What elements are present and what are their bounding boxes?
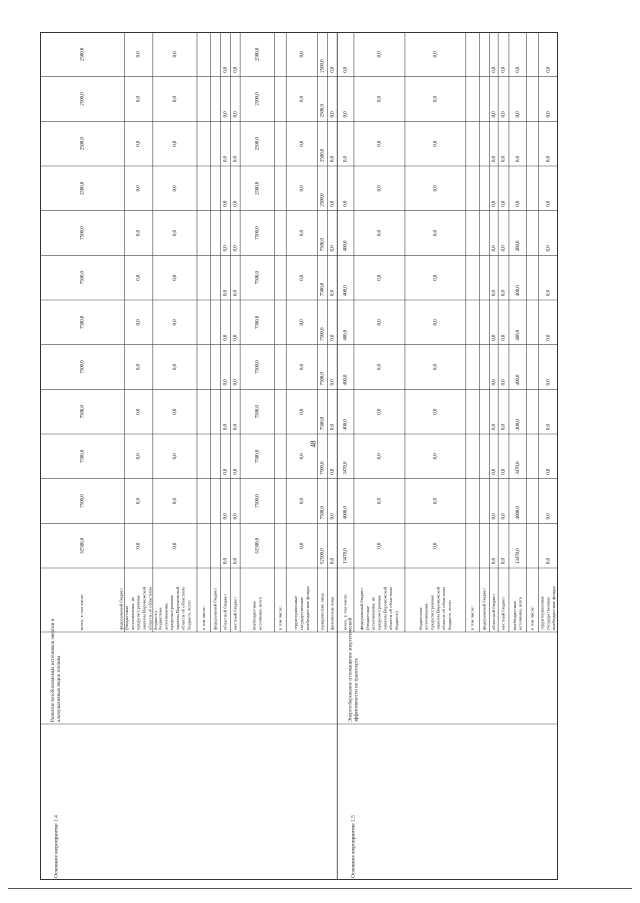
cell-value: 0,0 <box>377 51 383 58</box>
cell-value: 7500,0 <box>80 494 86 508</box>
svg-text:законом Воронежской: законом Воронежской <box>174 586 180 630</box>
cell-value: 0,0 <box>136 140 142 147</box>
cell-value: 0,0 <box>377 185 383 192</box>
cell-value: 0,0 <box>501 156 507 162</box>
scan-edge-line <box>8 888 632 889</box>
row-label <box>539 586 556 630</box>
cell-value: 0,0 <box>233 66 239 73</box>
cell-value: 0,0 <box>233 200 239 207</box>
cell-value: 0,0 <box>343 156 349 162</box>
cell-value: 0,0 <box>136 498 142 504</box>
svg-text:в том числе:: в том числе: <box>277 606 283 630</box>
row-label <box>470 606 475 630</box>
row-label <box>329 597 334 630</box>
row-label <box>530 606 535 630</box>
cell-value: 0,0 <box>136 230 142 236</box>
cell-value: 0,0 <box>433 185 439 192</box>
cell-value: 400,0 <box>343 285 349 296</box>
cell-value: 0,0 <box>377 230 383 236</box>
svg-text:местный бюджет: местный бюджет <box>500 596 506 630</box>
cell-value: 0,0 <box>546 513 552 520</box>
cell-value: 2500,0 <box>255 47 261 61</box>
svg-text:бюджетные: бюджетные <box>417 607 423 630</box>
cell-value: 3470,0 <box>515 461 521 475</box>
cell-value: 2500,0 <box>320 148 326 162</box>
cell-value: 0,0 <box>491 156 497 162</box>
cell-value: 2500,0 <box>80 92 86 106</box>
cell-value: 0,0 <box>546 334 552 341</box>
cell-value: 0,0 <box>546 379 552 386</box>
cell-value: 7500,0 <box>80 405 86 419</box>
svg-text:эффективности на транспорте: эффективности на транспорте <box>354 657 360 722</box>
cell-value: 2500,0 <box>255 92 261 106</box>
cell-value: 0,0 <box>233 379 239 386</box>
cell-value: 0,0 <box>377 274 383 281</box>
cell-value: 0,0 <box>377 408 383 415</box>
cell-value: 0,0 <box>223 334 229 341</box>
cell-value: 0,0 <box>233 424 239 430</box>
cell-value: 0,0 <box>491 334 497 341</box>
svg-text:физические лица: физические лица <box>329 596 335 630</box>
event-title <box>348 618 359 722</box>
cell-value: 0,0 <box>501 558 507 564</box>
cell-value: 0,0 <box>172 319 179 326</box>
cell-value: 0,0 <box>172 230 179 236</box>
row-label <box>501 597 506 630</box>
svg-text:ассигнования,: ассигнования, <box>163 602 169 630</box>
cell-value: 7500,0 <box>255 271 261 285</box>
cell-value: 0,0 <box>330 66 336 73</box>
cell-value: 0,0 <box>433 408 439 415</box>
row-label <box>418 586 453 630</box>
cell-value: 0,0 <box>300 453 306 460</box>
svg-text:предусмотренные: предусмотренные <box>135 595 141 630</box>
cell-value: 0,0 <box>223 513 229 520</box>
cell-value: 2500,0 <box>80 47 86 61</box>
cell-value: 0,0 <box>433 274 439 281</box>
cell-value: 0,0 <box>136 96 142 102</box>
cell-value: 0,0 <box>223 156 229 162</box>
svg-text:в том числе:: в том числе: <box>469 606 475 630</box>
cell-value: 2500,0 <box>320 104 326 118</box>
cell-value: 0,0 <box>233 290 239 296</box>
svg-text:федеральный бюджет: федеральный бюджет <box>118 587 124 630</box>
cell-value: 2500,0 <box>320 59 326 73</box>
cell-value: 0,0 <box>172 408 179 415</box>
cell-value: 7500,0 <box>255 226 261 240</box>
cell-value: 0,0 <box>546 200 552 207</box>
cell-value: 0,0 <box>223 290 229 296</box>
svg-text:предусмотренные: предусмотренные <box>376 595 382 630</box>
event-title <box>51 618 62 722</box>
svg-text:федеральный бюджет: федеральный бюджет <box>212 587 218 630</box>
row-label <box>293 586 310 630</box>
cell-value: 400,0 <box>343 329 349 341</box>
row-label <box>201 606 206 630</box>
cell-value: 7500,0 <box>255 405 261 419</box>
svg-text:Энергосбережение и повышение э: Энергосбережение и повышение энергетической <box>348 617 354 722</box>
cell-value: 0,0 <box>223 558 229 564</box>
cell-value: 0,0 <box>136 185 142 192</box>
cell-value: 0,0 <box>501 379 507 386</box>
cell-value: 7500,0 <box>320 506 326 520</box>
budget-table-grid <box>40 32 558 880</box>
cell-value: 0,0 <box>501 424 507 430</box>
cell-value: 7500,0 <box>80 271 86 285</box>
cell-value: 0,0 <box>300 274 306 281</box>
svg-text:внебюджетные фонды: внебюджетные фонды <box>304 586 310 630</box>
cell-value: 3470,0 <box>343 461 349 475</box>
svg-text:области об областном: области об областном <box>441 587 447 630</box>
cell-value: 0,0 <box>433 51 439 58</box>
cell-value: 7500,0 <box>255 315 261 329</box>
cell-value: 0,0 <box>172 498 179 504</box>
cell-value: 0,0 <box>433 319 439 326</box>
cell-value: 0,0 <box>330 513 336 520</box>
svg-text:государственные: государственные <box>299 596 305 630</box>
svg-text:ассигнования, не: ассигнования, не <box>370 596 376 630</box>
cell-value: 0,0 <box>136 453 142 460</box>
cell-value: 0,0 <box>300 140 306 147</box>
svg-text:источники, всего: источники, всего <box>257 596 263 630</box>
svg-text:областной бюджет: областной бюджет <box>222 593 228 630</box>
cell-value: 0,0 <box>136 408 142 415</box>
cell-value: 0,0 <box>330 424 336 430</box>
cell-value: 0,0 <box>300 498 306 504</box>
cell-value: 0,0 <box>491 468 497 475</box>
cell-value: 0,0 <box>377 542 383 549</box>
budget-table <box>40 32 558 880</box>
cell-value: 0,0 <box>515 66 521 73</box>
cell-value: 0,0 <box>223 66 229 73</box>
cell-value: 400,0 <box>343 374 349 386</box>
cell-value: 0,0 <box>515 111 521 118</box>
svg-text:(бюджетные: (бюджетные <box>124 605 130 630</box>
cell-value: 400,0 <box>515 374 521 386</box>
row-label <box>277 606 282 630</box>
cell-value: 0,0 <box>330 468 336 475</box>
cell-value: 0,0 <box>223 200 229 207</box>
svg-text:законом Воронежской: законом Воронежской <box>382 586 388 630</box>
cell-value: 0,0 <box>491 200 497 207</box>
cell-value: 13470,0 <box>343 548 349 564</box>
svg-text:(бюджетные: (бюджетные <box>364 605 370 630</box>
cell-value: 0,0 <box>501 245 507 252</box>
cell-value: 0,0 <box>501 468 507 475</box>
svg-text:федеральный бюджет: федеральный бюджет <box>359 587 365 630</box>
cell-value: 62500,0 <box>320 548 326 564</box>
svg-text:предусмотренные: предусмотренные <box>169 595 175 630</box>
row-label <box>213 588 218 630</box>
cell-value: 0,0 <box>330 558 336 564</box>
svg-text:юридические лица: юридические лица <box>319 593 325 630</box>
svg-text:внебюджетные фонды: внебюджетные фонды <box>551 586 557 630</box>
svg-text:Основное мероприятие 1.5: Основное мероприятие 1.5 <box>350 815 357 878</box>
cell-value: 0,0 <box>172 51 179 58</box>
cell-value: 0,0 <box>223 468 229 475</box>
cell-value: 0,0 <box>546 468 552 475</box>
svg-text:бюджете): бюджете) <box>153 611 159 630</box>
cell-value: 0,0 <box>330 245 336 252</box>
cell-value: 7500,0 <box>255 360 261 374</box>
cell-value: 0,0 <box>501 513 507 520</box>
cell-value: 0,0 <box>330 156 336 162</box>
cell-value: 0,0 <box>501 200 507 207</box>
cell-value: 0,0 <box>172 185 179 192</box>
event-code <box>53 815 59 878</box>
svg-text:областной бюджет: областной бюджет <box>490 593 496 630</box>
svg-text:всего, в том числе:: всего, в том числе: <box>342 593 348 630</box>
cell-value: 0,0 <box>546 558 552 564</box>
cell-value: 0,0 <box>300 319 306 326</box>
cell-value: 400,0 <box>343 419 349 430</box>
cell-value: 0,0 <box>343 66 349 73</box>
cell-value: 0,0 <box>491 66 497 73</box>
cell-value: 0,0 <box>433 542 439 549</box>
row-label <box>232 597 237 630</box>
cell-value: 0,0 <box>300 230 306 236</box>
cell-value: 0,0 <box>223 379 229 386</box>
cell-value: 0,0 <box>233 111 239 118</box>
cell-value: 0,0 <box>136 364 142 370</box>
cell-value: 0,0 <box>433 96 439 102</box>
cell-value: 7500,0 <box>255 494 261 508</box>
cell-value: 0,0 <box>233 245 239 252</box>
cell-value: 0,0 <box>343 200 349 207</box>
svg-text:области об областном: области об областном <box>147 587 153 630</box>
svg-text:в том числе:: в том числе: <box>529 606 535 630</box>
svg-text:в том числе:: в том числе: <box>200 606 206 630</box>
cell-value: 0,0 <box>491 424 497 430</box>
cell-value: 400,0 <box>515 285 521 296</box>
cell-value: 7500,0 <box>320 416 326 430</box>
cell-value: 4000,0 <box>515 506 521 520</box>
cell-value: 0,0 <box>491 290 497 296</box>
row-label <box>320 593 325 630</box>
cell-value: 0,0 <box>491 558 497 564</box>
cell-value: 0,0 <box>433 140 439 147</box>
cell-value: 7500,0 <box>320 461 326 475</box>
cell-value: 0,0 <box>491 513 497 520</box>
svg-text:всего, в том числе:: всего, в том числе: <box>79 593 85 630</box>
svg-text:бюджете): бюджете) <box>393 611 399 630</box>
cell-value: 0,0 <box>233 513 239 520</box>
cell-value: 0,0 <box>377 140 383 147</box>
cell-value: 0,0 <box>300 364 306 370</box>
cell-value: 400,0 <box>343 240 349 252</box>
cell-value: 0,0 <box>433 230 439 236</box>
cell-value: 7500,0 <box>320 282 326 296</box>
cell-value: 2500,0 <box>255 137 261 151</box>
cell-value: 2500,0 <box>320 193 326 207</box>
cell-value: 0,0 <box>300 51 306 58</box>
cell-value: 7500,0 <box>320 238 326 252</box>
svg-text:Основное мероприятие 1.4: Основное мероприятие 1.4 <box>53 815 60 878</box>
svg-text:внебюджетные: внебюджетные <box>251 600 257 630</box>
svg-text:внебюджетные: внебюджетные <box>511 600 517 630</box>
row-label <box>512 596 524 630</box>
cell-value: 0,0 <box>546 66 552 73</box>
cell-value: 0,0 <box>546 111 552 118</box>
cell-value: 400,0 <box>515 240 521 252</box>
cell-value: 0,0 <box>330 200 336 207</box>
svg-text:источники, всего: источники, всего <box>517 596 523 630</box>
cell-value: 0,0 <box>491 111 497 118</box>
cell-value: 0,0 <box>377 498 383 504</box>
cell-value: 0,0 <box>172 364 179 370</box>
cell-value: 0,0 <box>491 379 497 386</box>
cell-value: 0,0 <box>136 319 142 326</box>
cell-value: 2500,0 <box>80 181 86 195</box>
cell-value: 0,0 <box>546 245 552 252</box>
cell-value: 0,0 <box>501 66 507 73</box>
cell-value: 400,0 <box>515 329 521 341</box>
svg-text:законом Воронежской: законом Воронежской <box>435 586 441 630</box>
cell-value: 0,0 <box>377 453 383 460</box>
cell-value: 0,0 <box>501 290 507 296</box>
cell-value: 0,0 <box>501 111 507 118</box>
cell-value: 62500,0 <box>255 537 261 554</box>
cell-value: 0,0 <box>300 542 306 549</box>
cell-value: 0,0 <box>330 111 336 118</box>
cell-value: 7500,0 <box>320 327 326 341</box>
svg-text:законом Воронежской: законом Воронежской <box>141 586 147 630</box>
cell-value: 0,0 <box>223 111 229 118</box>
svg-text:государственные: государственные <box>545 596 551 630</box>
svg-text:федеральный бюджет: федеральный бюджет <box>481 587 487 630</box>
row-label <box>157 586 192 630</box>
svg-text:местный бюджет: местный бюджет <box>232 596 238 630</box>
cell-value: 0,0 <box>343 111 349 118</box>
cell-value: 0,0 <box>136 542 142 549</box>
cell-value: 0,0 <box>300 408 306 415</box>
cell-value: 13470,0 <box>515 548 521 564</box>
cell-value: 0,0 <box>546 156 552 162</box>
row-label <box>359 586 399 630</box>
cell-value: 0,0 <box>223 424 229 430</box>
cell-value: 0,0 <box>433 364 439 370</box>
cell-value: 0,0 <box>172 453 179 460</box>
cell-value: 7500,0 <box>80 449 86 463</box>
svg-text:бюджете, всего: бюджете, всего <box>186 600 192 630</box>
cell-value: 0,0 <box>515 156 521 162</box>
cell-value: 0,0 <box>172 542 179 549</box>
page-number: 48 <box>309 440 318 448</box>
cell-value: 7500,0 <box>80 315 86 329</box>
cell-value: 0,0 <box>136 274 142 281</box>
svg-text:области об областном: области об областном <box>180 587 186 630</box>
cell-value: 0,0 <box>491 245 497 252</box>
cell-value: 0,0 <box>233 156 239 162</box>
cell-value: 0,0 <box>300 185 306 192</box>
svg-text:Развитие возобновляемых источн: Развитие возобновляемых источников энергии и <box>51 618 57 722</box>
svg-text:ассигнования, не: ассигнования, не <box>129 596 135 630</box>
cell-value: 0,0 <box>377 364 383 370</box>
cell-value: 0,0 <box>501 334 507 341</box>
cell-value: 0,0 <box>172 140 179 147</box>
cell-value: 62500,0 <box>80 537 86 554</box>
table-border <box>41 33 558 880</box>
cell-value: 7500,0 <box>80 360 86 374</box>
cell-value: 0,0 <box>172 96 179 102</box>
cell-value: 0,0 <box>233 334 239 341</box>
cell-value: 2500,0 <box>80 137 86 151</box>
cell-value: 7500,0 <box>255 449 261 463</box>
svg-text:альтернативных видов топлива: альтернативных видов топлива <box>57 655 63 722</box>
svg-text:территориальные: территориальные <box>539 595 545 630</box>
row-label <box>79 593 85 630</box>
cell-value: 0,0 <box>330 290 336 296</box>
cell-value: 0,0 <box>433 453 439 460</box>
cell-value: 0,0 <box>172 274 179 281</box>
cell-value: 0,0 <box>223 245 229 252</box>
cell-value: 0,0 <box>330 379 336 386</box>
cell-value: 400,0 <box>515 419 521 430</box>
cell-value: 0,0 <box>233 468 239 475</box>
cell-value: 0,0 <box>546 424 552 430</box>
svg-text:бюджете, всего: бюджете, всего <box>446 600 452 630</box>
cell-value: 0,0 <box>136 51 142 58</box>
cell-value: 0,0 <box>233 558 239 564</box>
cell-value: 0,0 <box>300 96 306 102</box>
row-label <box>222 594 227 630</box>
cell-value: 7500,0 <box>80 226 86 240</box>
cell-value: 0,0 <box>377 319 383 326</box>
cell-value: 0,0 <box>330 334 336 341</box>
row-label <box>481 588 486 630</box>
cell-value: 0,0 <box>546 290 552 296</box>
svg-text:предусмотренные: предусмотренные <box>429 595 435 630</box>
svg-text:бюджетные: бюджетные <box>157 607 163 630</box>
row-label <box>491 594 496 630</box>
svg-text:территориальные: территориальные <box>293 595 299 630</box>
svg-text:области об областном: области об областном <box>388 587 394 630</box>
cell-value: 4000,0 <box>343 506 349 520</box>
cell-value: 0,0 <box>433 498 439 504</box>
cell-value: 0,0 <box>377 96 383 102</box>
cell-value: 7500,0 <box>320 372 326 386</box>
svg-text:ассигнования,: ассигнования, <box>423 602 429 630</box>
event-code <box>351 815 357 878</box>
cell-value: 2500,0 <box>255 181 261 195</box>
row-label <box>251 596 263 630</box>
cell-value: 0,0 <box>515 200 521 207</box>
